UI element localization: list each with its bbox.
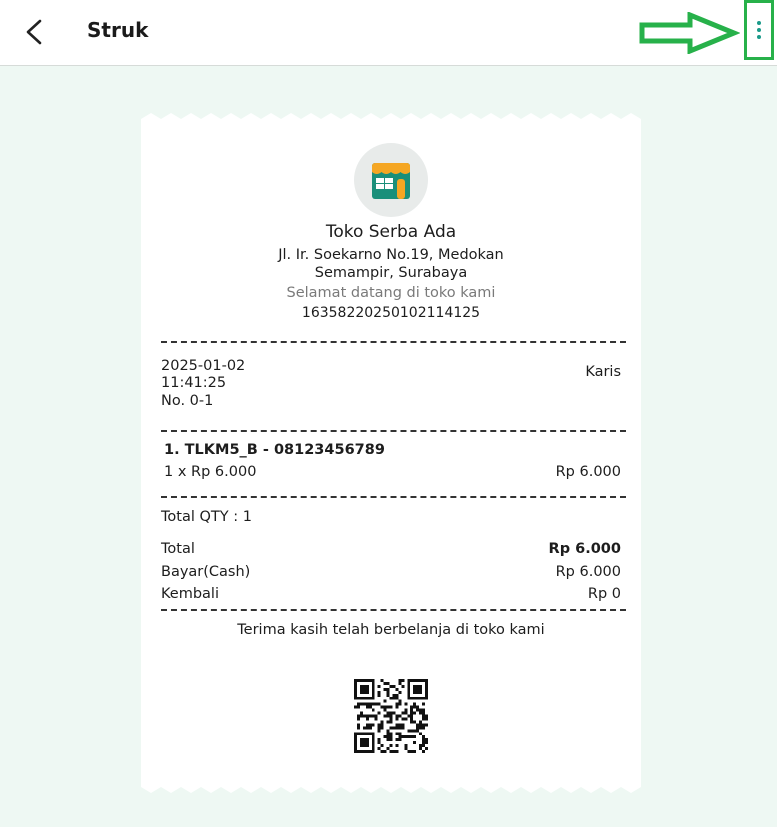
store-name: Toko Serba Ada (325, 222, 457, 242)
summary-value-paid: Rp 6.000 (555, 564, 621, 580)
thank-you-message: Terima kasih telah berbelanja di toko kami (237, 622, 545, 638)
total-qty: Total QTY : 1 (161, 509, 252, 525)
annotation-arrow-icon (638, 12, 740, 54)
item-qty-price: 1 x Rp 6.000 (164, 464, 257, 480)
qr-code-icon (354, 679, 428, 753)
app-bar (0, 0, 777, 66)
page-title: Struk (87, 18, 149, 42)
transaction-date: 2025-01-02 (161, 358, 246, 374)
store-address-line2: Semampir, Surabaya (314, 265, 468, 281)
chevron-left-icon (23, 19, 45, 45)
store-logo (354, 143, 428, 217)
divider (161, 609, 626, 611)
cashier-name: Karis (585, 364, 621, 380)
back-button[interactable] (14, 12, 54, 52)
summary-value-change: Rp 0 (587, 586, 621, 602)
more-options-button[interactable] (744, 0, 774, 60)
divider (161, 496, 626, 498)
transaction-time: 11:41:25 (161, 375, 227, 391)
receipt-content (161, 113, 621, 793)
welcome-message: Selamat datang di toko kami (286, 285, 496, 301)
divider (161, 341, 626, 343)
transaction-number: No. 0-1 (161, 393, 214, 409)
store-icon (370, 159, 412, 201)
summary-label-total: Total (161, 541, 195, 557)
store-address-line1: Jl. Ir. Soekarno No.19, Medokan (278, 247, 504, 263)
summary-label-change: Kembali (161, 586, 219, 602)
summary-value-total: Rp 6.000 (548, 541, 621, 557)
item-subtotal: Rp 6.000 (555, 464, 621, 480)
more-vert-icon (757, 21, 761, 25)
receipt-card (141, 113, 641, 793)
divider (161, 430, 626, 432)
receipt-number: 16358220250102114125 (301, 305, 481, 321)
item-title: 1. TLKM5_B - 08123456789 (164, 442, 385, 458)
more-vert-dot (757, 28, 761, 32)
summary-label-paid: Bayar(Cash) (161, 564, 251, 580)
more-vert-dot (757, 35, 761, 39)
